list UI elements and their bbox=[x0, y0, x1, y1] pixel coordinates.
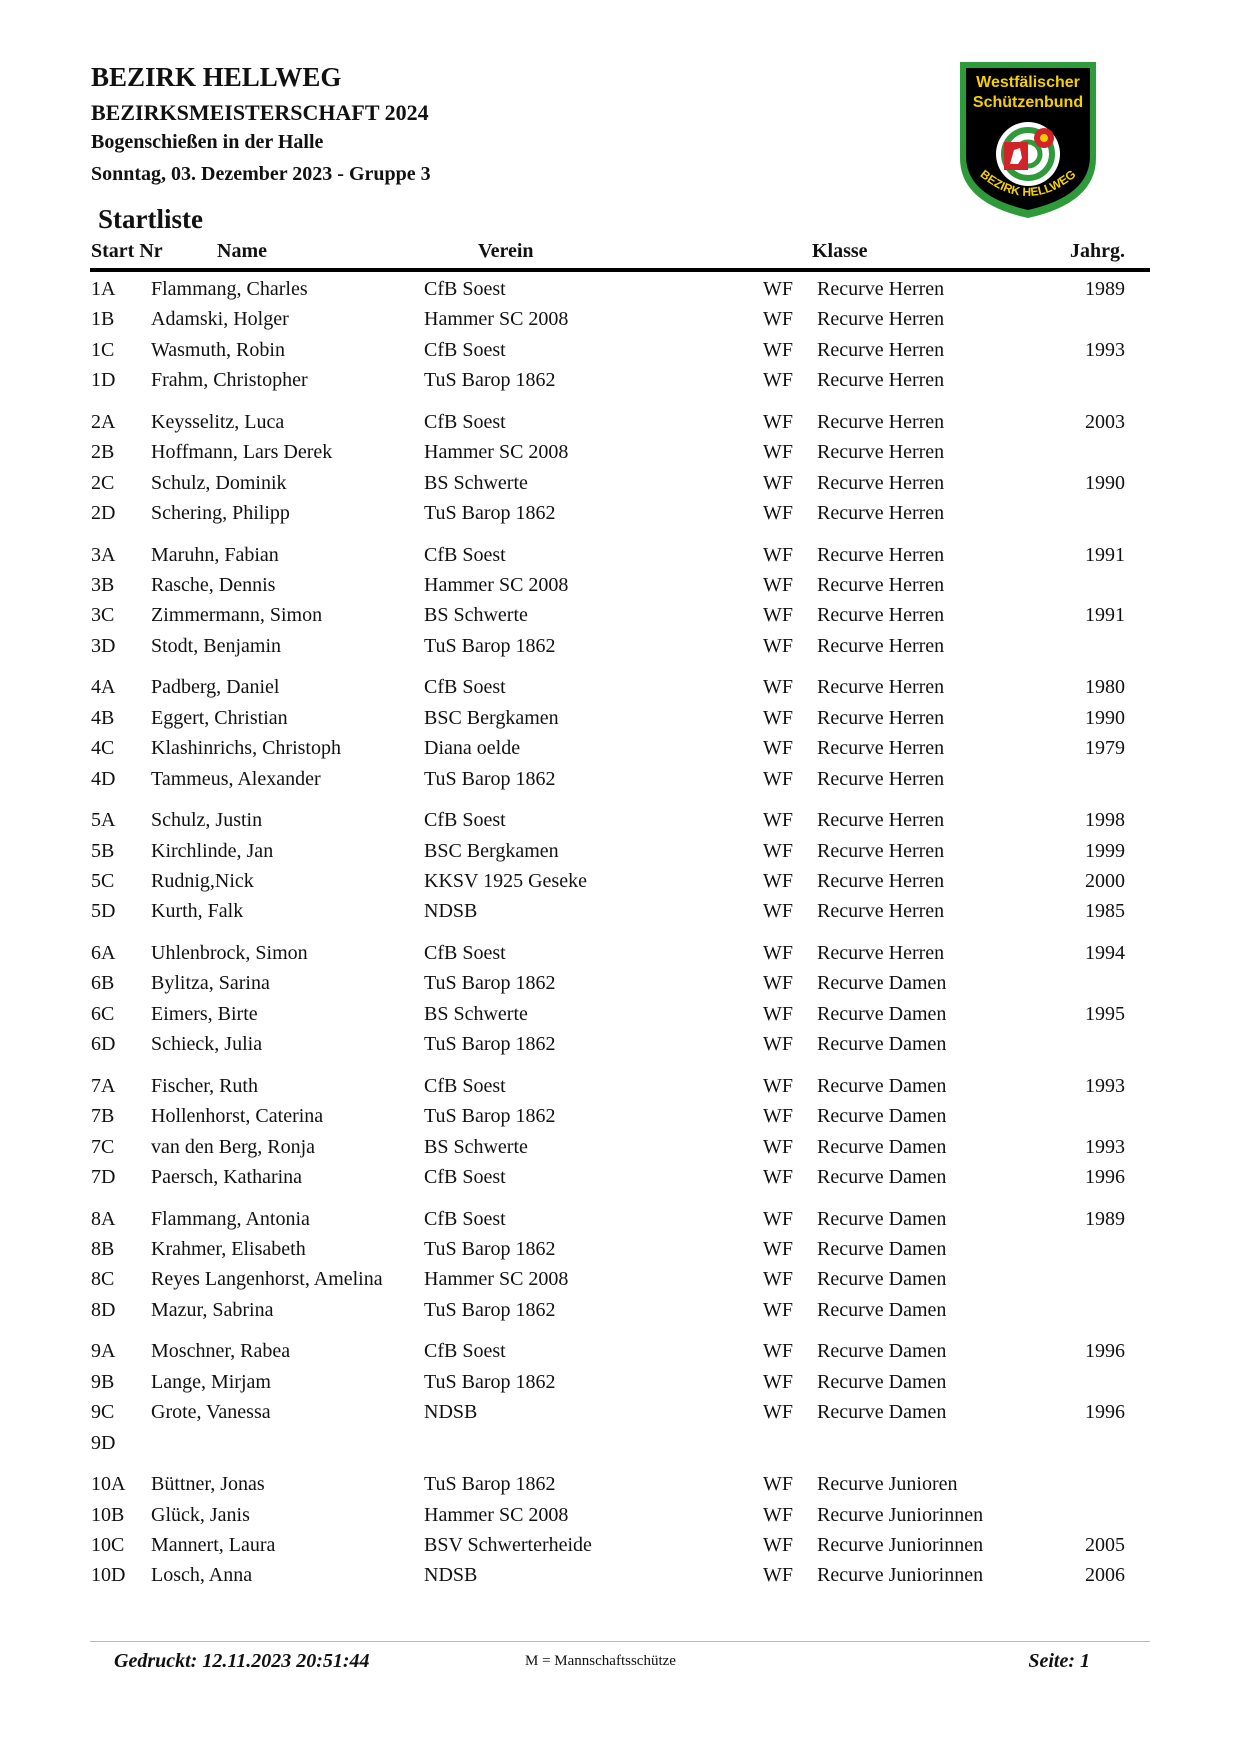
cell-wf: WF bbox=[763, 870, 793, 892]
column-header-verein: Verein bbox=[478, 240, 534, 262]
cell-jahrgang: 2003 bbox=[1085, 410, 1125, 433]
cell-verein: TuS Barop 1862 bbox=[424, 1033, 556, 1056]
cell-jahrgang: 1993 bbox=[1085, 1135, 1125, 1158]
cell-klasse: Recurve Juniorinnen bbox=[817, 1564, 984, 1587]
cell-wf: WF bbox=[763, 574, 793, 596]
cell-name: Schering, Philipp bbox=[151, 502, 290, 524]
cell-name: Kirchlinde, Jan bbox=[151, 839, 274, 862]
logo-bottom-text: BEZIRK HELLWEG bbox=[977, 167, 1079, 200]
table-row bbox=[0, 1473, 1240, 1503]
cell-wf: WF bbox=[763, 839, 793, 862]
cell-klasse: Recurve Herren bbox=[817, 410, 945, 433]
cell-verein: CfB Soest bbox=[424, 543, 506, 566]
cell-klasse: Recurve Herren bbox=[817, 308, 945, 331]
table-row bbox=[0, 1534, 1240, 1564]
cell-klasse: Recurve Damen bbox=[817, 1238, 947, 1260]
table-row bbox=[0, 502, 1240, 532]
cell-klasse: Recurve Herren bbox=[817, 574, 945, 596]
cell-klasse: Recurve Juniorinnen bbox=[817, 1503, 984, 1526]
cell-name: Rudnig,Nick bbox=[151, 870, 254, 892]
table-row bbox=[0, 1504, 1240, 1534]
cell-wf: WF bbox=[763, 737, 793, 760]
cell-klasse: Recurve Herren bbox=[817, 441, 945, 464]
cell-wf: WF bbox=[763, 1074, 793, 1097]
cell-name: Flammang, Charles bbox=[151, 278, 308, 300]
cell-verein: Hammer SC 2008 bbox=[424, 441, 569, 464]
table-row bbox=[0, 1136, 1240, 1166]
table-row bbox=[0, 676, 1240, 706]
table-row bbox=[0, 1299, 1240, 1329]
cell-wf: WF bbox=[763, 1298, 793, 1321]
cell-wf: WF bbox=[763, 634, 793, 657]
cell-name: Stodt, Benjamin bbox=[151, 634, 281, 657]
table-row bbox=[0, 1564, 1240, 1594]
column-header-name: Name bbox=[217, 240, 267, 262]
cell-wf: WF bbox=[763, 471, 793, 494]
cell-verein: KKSV 1925 Geseke bbox=[424, 870, 587, 892]
cell-wf: WF bbox=[763, 502, 793, 524]
cell-verein: TuS Barop 1862 bbox=[424, 1370, 556, 1393]
cell-verein: CfB Soest bbox=[424, 809, 506, 832]
schuetzenbund-logo bbox=[956, 58, 1100, 222]
cell-verein: BS Schwerte bbox=[424, 1002, 528, 1025]
cell-name: Keysselitz, Luca bbox=[151, 410, 285, 433]
cell-klasse: Recurve Herren bbox=[817, 369, 945, 392]
cell-wf: WF bbox=[763, 441, 793, 464]
printed-timestamp: Gedruckt: 12.11.2023 20:51:44 bbox=[114, 1650, 370, 1672]
cell-start-nr: 3B bbox=[91, 574, 115, 596]
cell-start-nr: 2A bbox=[91, 410, 116, 433]
cell-verein: CfB Soest bbox=[424, 410, 506, 433]
cell-name: Glück, Janis bbox=[151, 1503, 250, 1526]
cell-start-nr: 6D bbox=[91, 1033, 116, 1056]
table-row bbox=[0, 1208, 1240, 1238]
cell-wf: WF bbox=[763, 809, 793, 832]
cell-name: Maruhn, Fabian bbox=[151, 543, 279, 566]
cell-jahrgang: 1993 bbox=[1085, 1074, 1125, 1097]
cell-start-nr: 7C bbox=[91, 1135, 115, 1158]
cell-klasse: Recurve Damen bbox=[817, 1207, 947, 1230]
cell-name: Eimers, Birte bbox=[151, 1002, 258, 1025]
cell-klasse: Recurve Damen bbox=[817, 1298, 947, 1321]
cell-wf: WF bbox=[763, 676, 793, 699]
cell-klasse: Recurve Herren bbox=[817, 604, 945, 627]
cell-wf: WF bbox=[763, 972, 793, 995]
cell-start-nr: 3D bbox=[91, 634, 116, 657]
cell-name: Klashinrichs, Christoph bbox=[151, 737, 341, 760]
cell-start-nr: 8A bbox=[91, 1207, 116, 1230]
cell-wf: WF bbox=[763, 1564, 793, 1587]
cell-verein: Hammer SC 2008 bbox=[424, 1268, 569, 1291]
cell-start-nr: 1C bbox=[91, 338, 115, 361]
cell-name: Losch, Anna bbox=[151, 1564, 253, 1587]
cell-verein: NDSB bbox=[424, 1401, 478, 1424]
cell-klasse: Recurve Junioren bbox=[817, 1473, 958, 1496]
cell-klasse: Recurve Damen bbox=[817, 1166, 947, 1188]
cell-wf: WF bbox=[763, 706, 793, 729]
cell-verein: TuS Barop 1862 bbox=[424, 634, 556, 657]
cell-jahrgang: 1979 bbox=[1085, 737, 1125, 760]
cell-klasse: Recurve Herren bbox=[817, 543, 945, 566]
cell-wf: WF bbox=[763, 900, 793, 923]
cell-klasse: Recurve Damen bbox=[817, 1105, 947, 1128]
cell-start-nr: 5D bbox=[91, 900, 116, 923]
cell-name: Bylitza, Sarina bbox=[151, 972, 270, 995]
cell-name: Lange, Mirjam bbox=[151, 1370, 271, 1393]
cell-name: Eggert, Christian bbox=[151, 706, 288, 729]
cell-verein: TuS Barop 1862 bbox=[424, 972, 556, 995]
cell-verein: CfB Soest bbox=[424, 676, 506, 699]
cell-verein: CfB Soest bbox=[424, 278, 506, 300]
cell-wf: WF bbox=[763, 1370, 793, 1393]
cell-verein: Hammer SC 2008 bbox=[424, 1503, 569, 1526]
cell-jahrgang: 1996 bbox=[1085, 1166, 1125, 1188]
table-row bbox=[0, 1075, 1240, 1105]
cell-verein: TuS Barop 1862 bbox=[424, 1105, 556, 1128]
cell-wf: WF bbox=[763, 1534, 793, 1556]
cell-start-nr: 3A bbox=[91, 543, 116, 566]
cell-klasse: Recurve Herren bbox=[817, 338, 945, 361]
cell-name: Zimmermann, Simon bbox=[151, 604, 323, 627]
championship-title: BEZIRKSMEISTERSCHAFT 2024 bbox=[91, 100, 429, 125]
column-header-start-nr: Start Nr bbox=[91, 240, 163, 262]
footer-rule bbox=[90, 1641, 1150, 1642]
table-row bbox=[0, 942, 1240, 972]
table-row bbox=[0, 1371, 1240, 1401]
column-header-klasse: Klasse bbox=[812, 240, 868, 262]
table-row bbox=[0, 809, 1240, 839]
cell-name: Wasmuth, Robin bbox=[151, 338, 285, 361]
table-row bbox=[0, 1340, 1240, 1370]
cell-wf: WF bbox=[763, 767, 793, 790]
cell-wf: WF bbox=[763, 543, 793, 566]
cell-jahrgang: 1996 bbox=[1085, 1340, 1125, 1363]
table-row bbox=[0, 339, 1240, 369]
cell-start-nr: 7D bbox=[91, 1166, 116, 1188]
cell-name: Büttner, Jonas bbox=[151, 1473, 265, 1496]
cell-klasse: Recurve Damen bbox=[817, 1135, 947, 1158]
cell-klasse: Recurve Herren bbox=[817, 900, 945, 923]
cell-jahrgang: 1980 bbox=[1085, 676, 1125, 699]
cell-klasse: Recurve Herren bbox=[817, 471, 945, 494]
cell-name: Rasche, Dennis bbox=[151, 574, 276, 596]
cell-verein: CfB Soest bbox=[424, 1166, 506, 1188]
cell-wf: WF bbox=[763, 369, 793, 392]
cell-wf: WF bbox=[763, 1105, 793, 1128]
cell-jahrgang: 1990 bbox=[1085, 706, 1125, 729]
cell-klasse: Recurve Damen bbox=[817, 1268, 947, 1291]
cell-verein: Hammer SC 2008 bbox=[424, 574, 569, 596]
cell-verein: CfB Soest bbox=[424, 1074, 506, 1097]
cell-klasse: Recurve Damen bbox=[817, 1074, 947, 1097]
cell-klasse: Recurve Herren bbox=[817, 942, 945, 964]
table-row bbox=[0, 1432, 1240, 1462]
cell-klasse: Recurve Damen bbox=[817, 1340, 947, 1363]
cell-jahrgang: 2000 bbox=[1085, 870, 1125, 892]
cell-jahrgang: 1990 bbox=[1085, 471, 1125, 494]
cell-name: Krahmer, Elisabeth bbox=[151, 1238, 306, 1260]
cell-name: Moschner, Rabea bbox=[151, 1340, 291, 1363]
logo-top-text-2: Schützenbund bbox=[972, 94, 1084, 111]
list-title: Startliste bbox=[98, 204, 203, 234]
cell-start-nr: 1B bbox=[91, 308, 115, 331]
cell-name: Paersch, Katharina bbox=[151, 1166, 303, 1188]
table-row bbox=[0, 1268, 1240, 1298]
cell-klasse: Recurve Damen bbox=[817, 972, 947, 995]
cell-start-nr: 5A bbox=[91, 809, 116, 832]
cell-jahrgang: 2006 bbox=[1085, 1564, 1125, 1587]
cell-wf: WF bbox=[763, 1473, 793, 1496]
discipline-subtitle: Bogenschießen in der Halle bbox=[91, 131, 324, 153]
cell-klasse: Recurve Herren bbox=[817, 676, 945, 699]
cell-start-nr: 8D bbox=[91, 1298, 116, 1321]
cell-start-nr: 2B bbox=[91, 441, 115, 464]
cell-name: Adamski, Holger bbox=[151, 308, 289, 331]
logo-top-text-1: Westfälischer bbox=[976, 74, 1080, 91]
cell-verein: CfB Soest bbox=[424, 1340, 506, 1363]
table-row bbox=[0, 1105, 1240, 1135]
table-row bbox=[0, 900, 1240, 930]
cell-klasse: Recurve Herren bbox=[817, 809, 945, 832]
cell-wf: WF bbox=[763, 604, 793, 627]
cell-start-nr: 4B bbox=[91, 706, 115, 729]
cell-name: Schulz, Justin bbox=[151, 809, 263, 832]
cell-klasse: Recurve Herren bbox=[817, 767, 945, 790]
cell-start-nr: 9D bbox=[91, 1431, 116, 1454]
table-row bbox=[0, 472, 1240, 502]
cell-verein: BSV Schwerterheide bbox=[424, 1534, 592, 1556]
district-title: BEZIRK HELLWEG bbox=[91, 62, 342, 92]
cell-verein: CfB Soest bbox=[424, 942, 506, 964]
date-group-subtitle: Sonntag, 03. Dezember 2023 - Gruppe 3 bbox=[91, 163, 431, 185]
cell-klasse: Recurve Damen bbox=[817, 1370, 947, 1393]
cell-name: van den Berg, Ronja bbox=[151, 1135, 316, 1158]
cell-jahrgang: 1998 bbox=[1085, 809, 1125, 832]
cell-klasse: Recurve Herren bbox=[817, 278, 945, 300]
table-row bbox=[0, 972, 1240, 1002]
cell-start-nr: 9B bbox=[91, 1370, 115, 1393]
cell-start-nr: 6A bbox=[91, 942, 116, 964]
cell-start-nr: 6C bbox=[91, 1002, 115, 1025]
cell-verein: BSC Bergkamen bbox=[424, 839, 559, 862]
cell-verein: TuS Barop 1862 bbox=[424, 502, 556, 524]
cell-start-nr: 1D bbox=[91, 369, 116, 392]
cell-wf: WF bbox=[763, 278, 793, 300]
cell-verein: NDSB bbox=[424, 900, 478, 923]
cell-wf: WF bbox=[763, 1135, 793, 1158]
table-row bbox=[0, 635, 1240, 665]
cell-name: Flammang, Antonia bbox=[151, 1207, 310, 1230]
cell-jahrgang: 1991 bbox=[1085, 543, 1125, 566]
cell-wf: WF bbox=[763, 1033, 793, 1056]
table-row bbox=[0, 411, 1240, 441]
cell-name: Uhlenbrock, Simon bbox=[151, 942, 308, 964]
cell-jahrgang: 2005 bbox=[1085, 1534, 1125, 1556]
cell-verein: BSC Bergkamen bbox=[424, 706, 559, 729]
cell-jahrgang: 1995 bbox=[1085, 1002, 1125, 1025]
cell-klasse: Recurve Herren bbox=[817, 870, 945, 892]
cell-name: Kurth, Falk bbox=[151, 900, 244, 923]
cell-start-nr: 5B bbox=[91, 839, 115, 862]
legend-note: M = Mannschaftsschütze bbox=[525, 1653, 676, 1669]
cell-wf: WF bbox=[763, 942, 793, 964]
cell-jahrgang: 1993 bbox=[1085, 338, 1125, 361]
cell-verein: TuS Barop 1862 bbox=[424, 369, 556, 392]
cell-klasse: Recurve Damen bbox=[817, 1401, 947, 1424]
table-row bbox=[0, 308, 1240, 338]
cell-start-nr: 1A bbox=[91, 278, 116, 300]
cell-name: Grote, Vanessa bbox=[151, 1401, 271, 1424]
table-row bbox=[0, 441, 1240, 471]
cell-jahrgang: 1994 bbox=[1085, 942, 1125, 964]
cell-verein: BS Schwerte bbox=[424, 604, 528, 627]
cell-jahrgang: 1985 bbox=[1085, 900, 1125, 923]
column-header-jahrgang: Jahrg. bbox=[1070, 240, 1125, 262]
cell-start-nr: 9C bbox=[91, 1401, 115, 1424]
cell-verein: TuS Barop 1862 bbox=[424, 1238, 556, 1260]
header-rule bbox=[90, 268, 1150, 272]
cell-klasse: Recurve Herren bbox=[817, 839, 945, 862]
cell-klasse: Recurve Damen bbox=[817, 1002, 947, 1025]
cell-name: Hoffmann, Lars Derek bbox=[151, 441, 333, 464]
cell-verein: NDSB bbox=[424, 1564, 478, 1587]
table-row bbox=[0, 707, 1240, 737]
cell-name: Hollenhorst, Caterina bbox=[151, 1105, 324, 1128]
table-row bbox=[0, 1238, 1240, 1268]
table-row bbox=[0, 870, 1240, 900]
cell-start-nr: 9A bbox=[91, 1340, 116, 1363]
table-row bbox=[0, 1166, 1240, 1196]
table-row bbox=[0, 1003, 1240, 1033]
cell-wf: WF bbox=[763, 308, 793, 331]
table-row bbox=[0, 840, 1240, 870]
cell-jahrgang: 1996 bbox=[1085, 1401, 1125, 1424]
cell-start-nr: 4D bbox=[91, 767, 116, 790]
cell-start-nr: 8B bbox=[91, 1238, 115, 1260]
cell-wf: WF bbox=[763, 338, 793, 361]
cell-klasse: Recurve Damen bbox=[817, 1033, 947, 1056]
cell-klasse: Recurve Herren bbox=[817, 706, 945, 729]
cell-name: Tammeus, Alexander bbox=[151, 767, 321, 790]
cell-start-nr: 2C bbox=[91, 471, 115, 494]
cell-name: Fischer, Ruth bbox=[151, 1074, 258, 1097]
cell-wf: WF bbox=[763, 1002, 793, 1025]
cell-klasse: Recurve Juniorinnen bbox=[817, 1534, 984, 1556]
cell-wf: WF bbox=[763, 1401, 793, 1424]
cell-start-nr: 4A bbox=[91, 676, 116, 699]
cell-verein: TuS Barop 1862 bbox=[424, 1473, 556, 1496]
cell-name: Mannert, Laura bbox=[151, 1534, 276, 1556]
cell-wf: WF bbox=[763, 410, 793, 433]
table-row bbox=[0, 1033, 1240, 1063]
table-row bbox=[0, 574, 1240, 604]
table-row bbox=[0, 544, 1240, 574]
cell-jahrgang: 1989 bbox=[1085, 278, 1125, 300]
cell-start-nr: 10A bbox=[91, 1473, 126, 1496]
cell-wf: WF bbox=[763, 1207, 793, 1230]
cell-verein: BS Schwerte bbox=[424, 1135, 528, 1158]
cell-wf: WF bbox=[763, 1503, 793, 1526]
cell-wf: WF bbox=[763, 1166, 793, 1188]
table-row bbox=[0, 737, 1240, 767]
page-number: Seite: 1 bbox=[1028, 1650, 1090, 1672]
cell-wf: WF bbox=[763, 1340, 793, 1363]
cell-start-nr: 10D bbox=[91, 1564, 126, 1587]
cell-wf: WF bbox=[763, 1238, 793, 1260]
table-row bbox=[0, 369, 1240, 399]
cell-name: Reyes Langenhorst, Amelina bbox=[151, 1268, 383, 1291]
cell-verein: TuS Barop 1862 bbox=[424, 1298, 556, 1321]
cell-jahrgang: 1999 bbox=[1085, 839, 1125, 862]
cell-start-nr: 2D bbox=[91, 502, 116, 524]
cell-klasse: Recurve Herren bbox=[817, 502, 945, 524]
cell-verein: CfB Soest bbox=[424, 338, 506, 361]
cell-verein: Hammer SC 2008 bbox=[424, 308, 569, 331]
cell-klasse: Recurve Herren bbox=[817, 737, 945, 760]
table-row bbox=[0, 278, 1240, 308]
cell-start-nr: 7A bbox=[91, 1074, 116, 1097]
table-row bbox=[0, 768, 1240, 798]
cell-name: Schieck, Julia bbox=[151, 1033, 263, 1056]
cell-verein: BS Schwerte bbox=[424, 471, 528, 494]
cell-verein: TuS Barop 1862 bbox=[424, 767, 556, 790]
cell-name: Frahm, Christopher bbox=[151, 369, 308, 392]
cell-name: Mazur, Sabrina bbox=[151, 1298, 274, 1321]
cell-start-nr: 7B bbox=[91, 1105, 115, 1128]
table-row bbox=[0, 604, 1240, 634]
cell-klasse: Recurve Herren bbox=[817, 634, 945, 657]
cell-verein: Diana oelde bbox=[424, 737, 521, 760]
cell-start-nr: 10B bbox=[91, 1503, 125, 1526]
cell-verein: CfB Soest bbox=[424, 1207, 506, 1230]
cell-wf: WF bbox=[763, 1268, 793, 1291]
cell-jahrgang: 1989 bbox=[1085, 1207, 1125, 1230]
cell-start-nr: 3C bbox=[91, 604, 115, 627]
cell-name: Padberg, Daniel bbox=[151, 676, 280, 699]
cell-start-nr: 10C bbox=[91, 1534, 125, 1556]
cell-start-nr: 6B bbox=[91, 972, 115, 995]
cell-jahrgang: 1991 bbox=[1085, 604, 1125, 627]
cell-start-nr: 4C bbox=[91, 737, 115, 760]
cell-start-nr: 5C bbox=[91, 870, 115, 892]
cell-start-nr: 8C bbox=[91, 1268, 115, 1291]
table-row bbox=[0, 1401, 1240, 1431]
cell-name: Schulz, Dominik bbox=[151, 471, 287, 494]
